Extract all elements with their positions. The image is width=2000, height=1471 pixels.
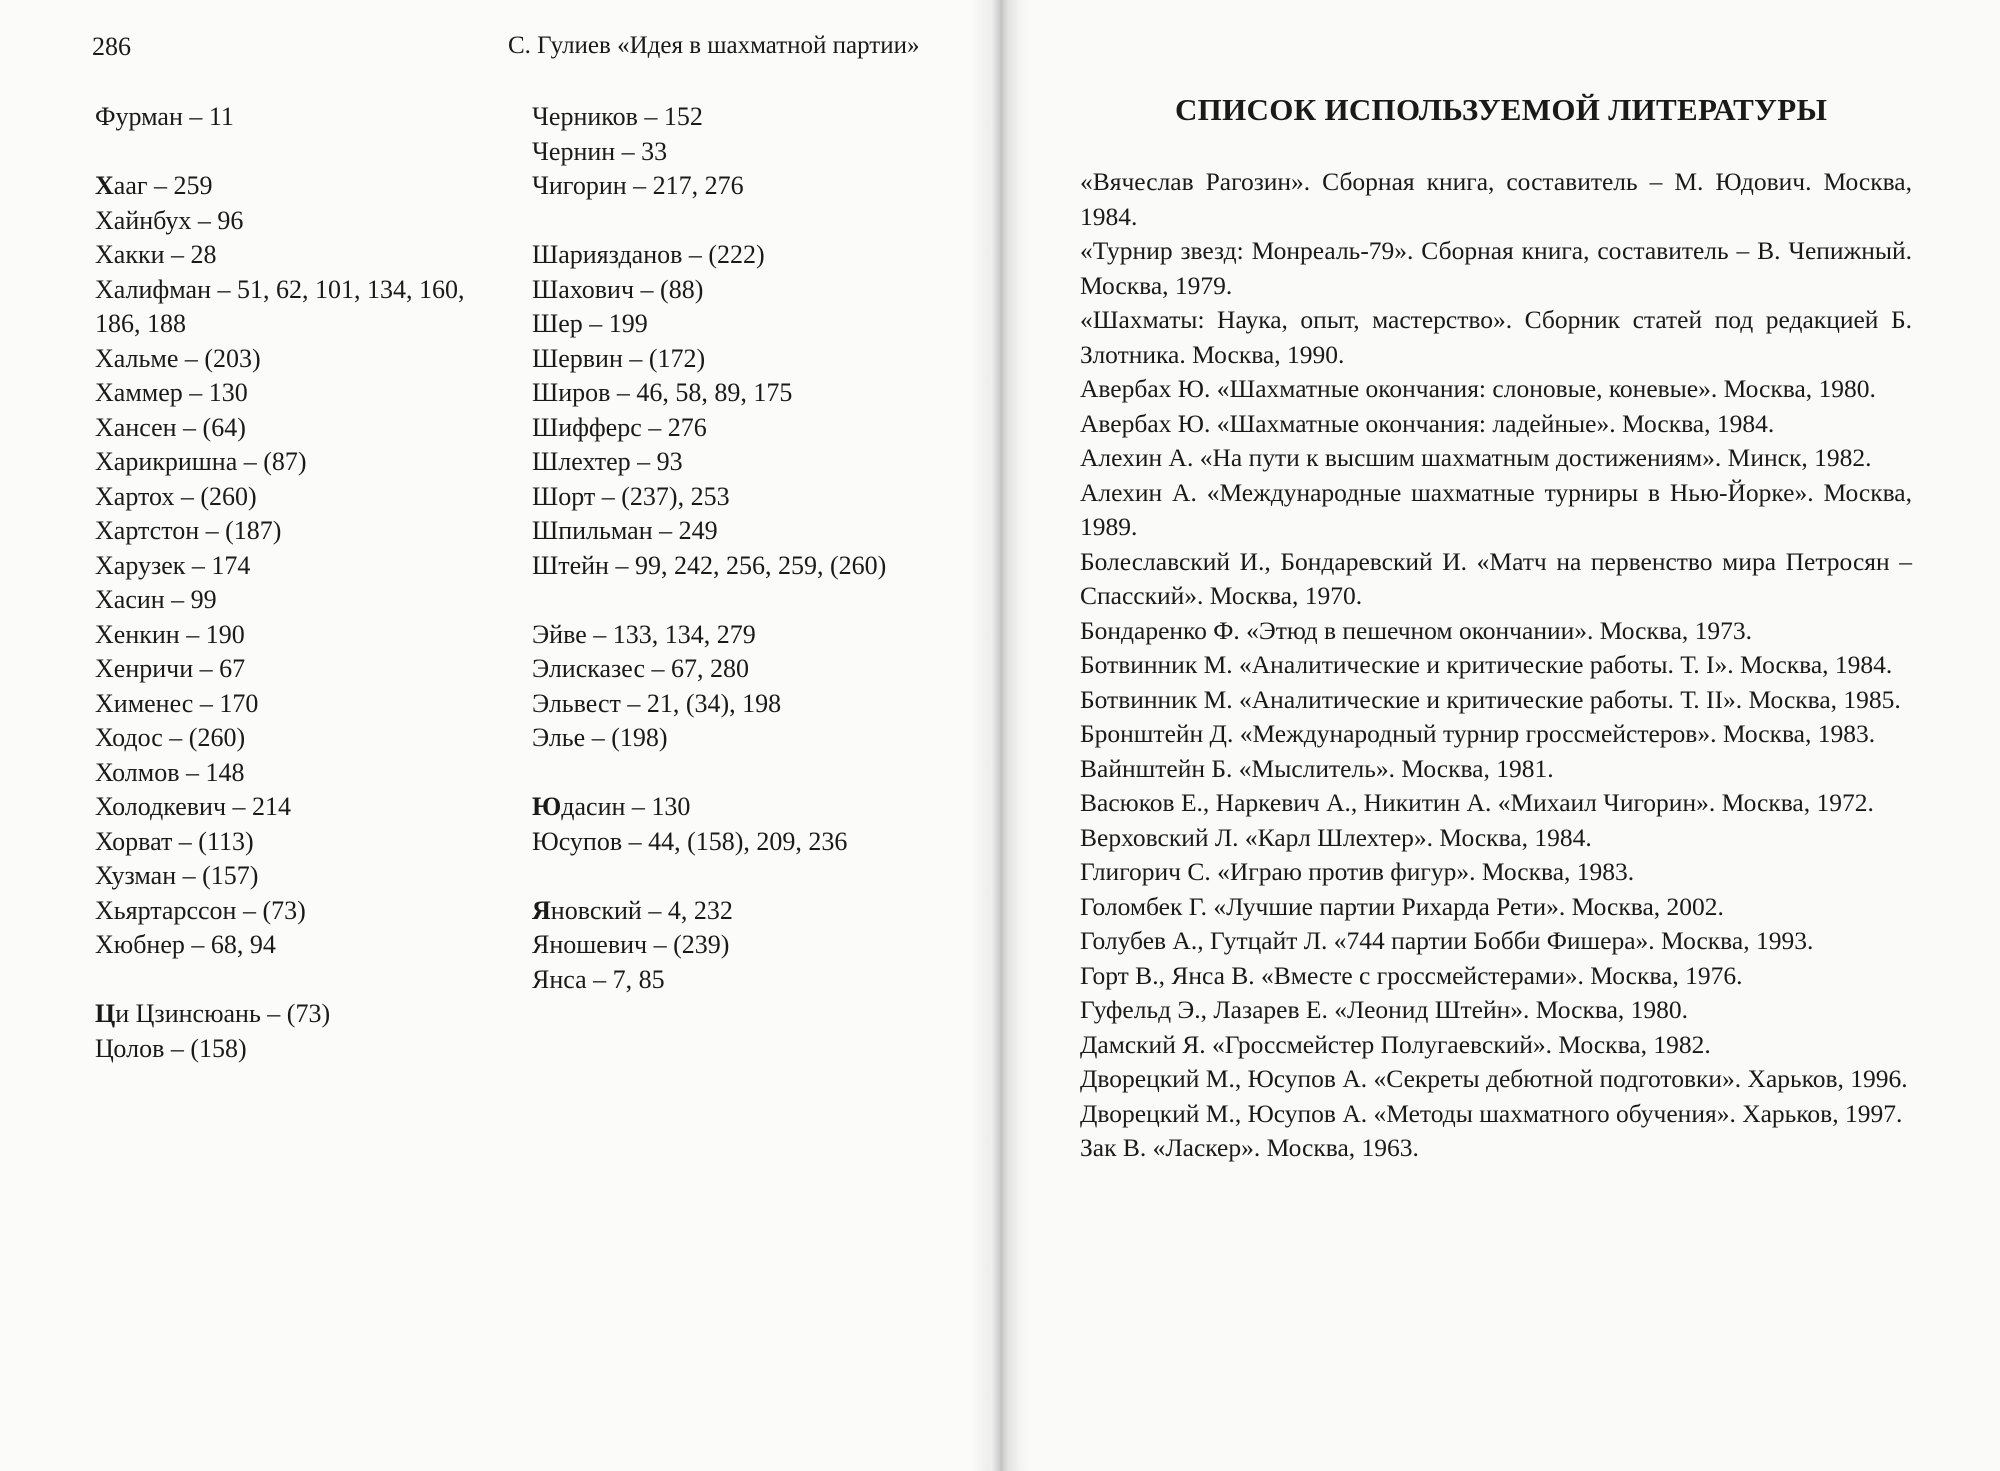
index-spacer [532,859,886,894]
index-entry-text: Чернин – 33 [532,136,668,166]
index-entry-text: и Цзинсюань – (73) [115,999,331,1028]
bibliography-entry: Глигорич С. «Играю против фигур». Москва, 1983. [1080,857,1635,886]
index-entry-text: Шлехтер – 93 [532,447,683,476]
index-entry-text: Холодкевич – 214 [95,792,292,821]
index-entry [532,307,886,342]
index-entry-text: Харикришна – (87) [95,447,307,476]
bibliography-entry: Болеславский И., Бондаревский И. «Матч на первенство мира Петросян – Спасский». Москва, 1970. [1080,546,1912,610]
index-entry-text: Холмов – 148 [95,757,245,787]
index-entry [532,273,886,308]
page-number: 286 [92,32,131,61]
index-entry [532,480,886,515]
index-entry [532,514,886,549]
index-entry-text: новский – 4, 232 [550,895,733,925]
index-entry [95,238,465,273]
index-entry-text: Элисказес – 67, 280 [532,654,750,683]
bibliography-entry: Дамский Я. «Гроссмейстер Полугаевский». Москва, 1982. [1080,1029,1711,1059]
index-entry-text: Хьяртарссон – (73) [95,895,306,925]
index-entry-text: Шариязданов – (222) [532,240,765,269]
index-entry-text: Хансен – (64) [95,412,246,442]
bibliography-entry: «Шахматы: Наука, опыт, мастерство». Сборник статей под редакцией Б. Злотника. Москва, 1990. [1080,305,1912,369]
index-entry-text: Элье – (198) [532,723,668,752]
index-letter-initial: Ю [532,792,562,821]
index-entry [95,687,465,722]
book-spine-shadow [970,0,1030,1471]
bibliography-entry: «Турнир звезд: Монреаль-79». Сборная книга, составитель – В. Чепижный. Москва, 1979. [1080,236,1912,300]
running-header: С. Гулиев «Идея в шахматной партии» [508,32,920,59]
index-entry-text: Черников – 152 [532,102,703,131]
bibliography-entry: Зак В. «Ласкер». Москва, 1963. [1080,1133,1419,1162]
index-entry-text: Хенкин – 190 [95,619,245,649]
index-entry-text: Хартох – (260) [95,481,257,511]
index-entry-text: Харузек – 174 [95,550,251,580]
index-entry-text: Шервин – (172) [532,343,706,373]
index-entry-text: Шифферс – 276 [532,412,707,442]
index-entry-text: Хакки – 28 [95,240,217,269]
index-spacer [95,135,465,170]
name-index-column-2 [532,100,886,997]
index-letter-initial: Я [532,895,551,925]
index-entry [95,307,465,342]
index-entry [532,963,886,998]
index-entry [532,618,886,653]
index-entry-text: 186, 188 [95,309,186,338]
index-entry [532,411,886,446]
index-entry-text: Хузман – (157) [95,861,259,890]
index-entry-text: Эльвест – 21, (34), 198 [532,688,782,718]
bibliography-entry: «Вячеслав Рагозин». Сборная книга, составитель – М. Юдович. Москва, 1984. [1080,167,1912,231]
index-entry [95,549,465,584]
bibliography-entry: Вайнштейн Б. «Мыслитель». Москва, 1981. [1080,753,1554,783]
index-entry [532,721,886,756]
index-entry [532,100,886,135]
bibliography-entry: Авербах Ю. «Шахматные окончания: слоновые, коневые». Москва, 1980. [1080,374,1876,403]
index-entry-text: ааг – 259 [113,171,213,200]
index-entry [95,825,465,860]
index-entry-text: дасин – 130 [561,792,691,821]
index-entry-text: Хенричи – 67 [95,654,246,683]
index-entry-text: Юсупов – 44, (158), 209, 236 [532,826,848,856]
index-spacer [532,583,886,618]
index-entry [95,721,465,756]
index-entry [95,100,465,135]
index-entry [532,790,886,825]
index-entry-text: Фурман – 11 [95,102,234,131]
bibliography-entry: Дворецкий М., Юсупов А. «Секреты дебютной подготовки». Харьков, 1996. [1080,1064,1908,1093]
index-entry [532,135,886,170]
index-entry [95,169,465,204]
index-entry-text: Шорт – (237), 253 [532,481,730,511]
index-entry-text: Яношевич – (239) [532,930,730,959]
bibliography-entry: Васюков Е., Наркевич А., Никитин А. «Михаил Чигорин». Москва, 1972. [1080,788,1874,817]
index-entry-text: Хорват – (113) [95,826,254,856]
bibliography-entry: Алехин А. «Международные шахматные турниры в Нью-Йорке». Москва, 1989. [1080,477,1912,541]
bibliography-entry: Дворецкий М., Юсупов А. «Методы шахматного обучения». Харьков, 1997. [1080,1098,1903,1128]
index-entry [95,1032,465,1067]
index-entry-text: Шпильман – 249 [532,516,718,545]
index-entry-text: Хальме – (203) [95,343,261,373]
index-entry-text: Хартстон – (187) [95,516,282,545]
index-spacer [95,963,465,998]
index-entry [95,480,465,515]
bibliography-entry: Голомбек Г. «Лучшие партии Рихарда Рети». Москва, 2002. [1080,891,1724,921]
index-entry [532,342,886,377]
bibliography-entry: Авербах Ю. «Шахматные окончания: ладейные». Москва, 1984. [1080,408,1775,438]
index-entry-text: Хименес – 170 [95,688,259,718]
bibliography-list [1080,165,1912,1166]
index-entry [95,342,465,377]
index-entry [95,756,465,791]
index-entry [532,652,886,687]
index-entry [95,652,465,687]
bibliography-entry: Алехин А. «На пути к высшим шахматным достижениям». Минск, 1982. [1080,443,1872,472]
index-entry [95,790,465,825]
index-spacer [532,204,886,239]
index-letter-initial: Х [95,171,114,200]
index-entry [532,687,886,722]
index-entry [95,583,465,618]
index-entry [95,445,465,480]
index-entry-text: Штейн – 99, 242, 256, 259, (260) [532,550,887,580]
index-entry [95,928,465,963]
index-entry [532,549,886,584]
bibliography-entry: Гуфельд Э., Лазарев Е. «Леонид Штейн». Москва, 1980. [1080,995,1689,1024]
index-entry [532,169,886,204]
index-entry-text: Хюбнер – 68, 94 [95,930,276,959]
index-entry [532,376,886,411]
bibliography-entry: Голубев А., Гутцайт Л. «744 партии Бобби Фишера». Москва, 1993. [1080,926,1814,955]
index-entry [532,825,886,860]
left-page [0,0,990,1471]
index-entry [95,376,465,411]
index-entry [532,928,886,963]
index-entry [532,445,886,480]
index-entry [95,894,465,929]
index-entry [95,618,465,653]
index-entry-text: Шер – 199 [532,309,648,338]
bibliography-entry: Ботвинник М. «Аналитические и критические работы. Т. I». Москва, 1984. [1080,650,1893,679]
index-entry-text: Цолов – (158) [95,1033,247,1063]
bibliography-entry: Горт В., Янса В. «Вместе с гроссмейстерами». Москва, 1976. [1080,960,1743,990]
index-entry-text: Халифман – 51, 62, 101, 134, 160, [95,274,465,304]
index-entry-text: Эйве – 133, 134, 279 [532,619,756,649]
index-entry [95,859,465,894]
bibliography-entry: Бондаренко Ф. «Этюд в пешечном окончании». Москва, 1973. [1080,615,1753,645]
index-entry-text: Ходос – (260) [95,723,246,752]
index-entry [95,514,465,549]
bibliography-entry: Верховский Л. «Карл Шлехтер». Москва, 1984. [1080,822,1592,852]
bibliography-entry: Ботвинник М. «Аналитические и критические работы. Т. II». Москва, 1985. [1080,684,1901,714]
index-entry [532,238,886,273]
index-entry-text: Шахович – (88) [532,274,704,304]
index-entry [532,894,886,929]
index-entry-text: Хасин – 99 [95,585,217,614]
index-entry-text: Чигорин – 217, 276 [532,171,744,200]
name-index-column-1 [95,100,465,1066]
index-entry [95,204,465,239]
index-entry-text: Янса – 7, 85 [532,964,665,994]
index-letter-initial: Ц [95,999,116,1028]
index-entry-text: Широв – 46, 58, 89, 175 [532,378,793,407]
index-spacer [532,756,886,791]
bibliography-entry: Бронштейн Д. «Международный турнир гроссмейстеров». Москва, 1983. [1080,719,1876,748]
index-entry [95,273,465,308]
index-entry [95,411,465,446]
bibliography-title: СПИСОК ИСПОЛЬЗУЕМОЙ ЛИТЕРАТУРЫ [1175,92,1828,127]
index-entry [95,997,465,1032]
index-entry-text: Хайнбух – 96 [95,205,244,235]
index-entry-text: Хаммер – 130 [95,378,248,407]
